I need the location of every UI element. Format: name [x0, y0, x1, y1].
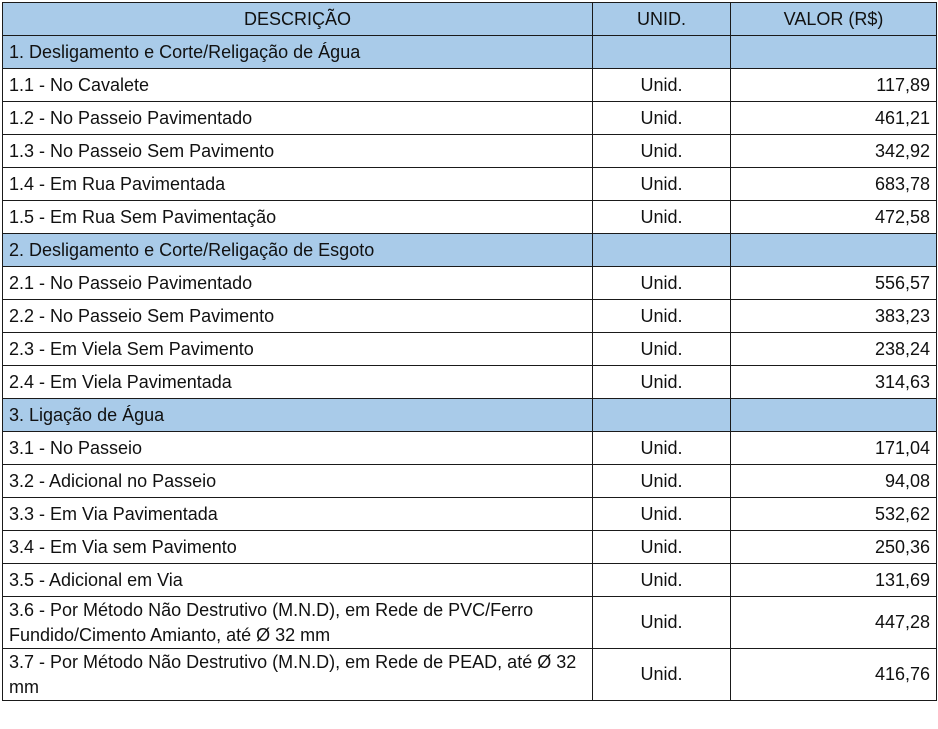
item-description: 3.3 - Em Via Pavimentada [3, 498, 593, 531]
item-unit: Unid. [593, 432, 731, 465]
item-unit: Unid. [593, 498, 731, 531]
item-value: 532,62 [731, 498, 937, 531]
item-value: 314,63 [731, 366, 937, 399]
table-body [3, 36, 937, 701]
item-value: 461,21 [731, 102, 937, 135]
item-value: 683,78 [731, 168, 937, 201]
item-unit: Unid. [593, 465, 731, 498]
item-description: 2.3 - Em Viela Sem Pavimento [3, 333, 593, 366]
header-row [3, 3, 937, 36]
table-row [3, 69, 937, 102]
item-unit: Unid. [593, 135, 731, 168]
section-row [3, 399, 937, 432]
item-description: 2.2 - No Passeio Sem Pavimento [3, 300, 593, 333]
section-row [3, 234, 937, 267]
item-unit: Unid. [593, 168, 731, 201]
section-row [3, 36, 937, 69]
item-unit: Unid. [593, 69, 731, 102]
section-unit-cell [593, 399, 731, 432]
table-row [3, 465, 937, 498]
table-row [3, 366, 937, 399]
table-row [3, 432, 937, 465]
header-unit: UNID. [593, 3, 731, 36]
item-description: 3.7 - Por Método Não Destrutivo (M.N.D), em Rede de PEAD, até Ø 32 mm [3, 649, 593, 701]
item-value: 94,08 [731, 465, 937, 498]
item-unit: Unid. [593, 102, 731, 135]
section-title: 3. Ligação de Água [3, 399, 593, 432]
item-value: 472,58 [731, 201, 937, 234]
item-description: 2.4 - Em Viela Pavimentada [3, 366, 593, 399]
item-description: 3.6 - Por Método Não Destrutivo (M.N.D), em Rede de PVC/Ferro Fundido/Cimento Amianto, até Ø 32 mm [3, 597, 593, 649]
item-description: 1.1 - No Cavalete [3, 69, 593, 102]
table-row [3, 135, 937, 168]
item-unit: Unid. [593, 267, 731, 300]
item-description: 1.4 - Em Rua Pavimentada [3, 168, 593, 201]
table-row [3, 333, 937, 366]
price-table [2, 2, 937, 701]
section-value-cell [731, 36, 937, 69]
item-description: 3.5 - Adicional em Via [3, 564, 593, 597]
item-value: 447,28 [731, 597, 937, 649]
item-unit: Unid. [593, 333, 731, 366]
table-row [3, 201, 937, 234]
item-unit: Unid. [593, 300, 731, 333]
table-row [3, 564, 937, 597]
item-unit: Unid. [593, 649, 731, 701]
item-value: 383,23 [731, 300, 937, 333]
header-description: DESCRIÇÃO [3, 3, 593, 36]
table-row [3, 597, 937, 649]
section-value-cell [731, 399, 937, 432]
table-row [3, 649, 937, 701]
item-value: 171,04 [731, 432, 937, 465]
item-description: 3.2 - Adicional no Passeio [3, 465, 593, 498]
item-value: 117,89 [731, 69, 937, 102]
item-description: 3.1 - No Passeio [3, 432, 593, 465]
item-value: 250,36 [731, 531, 937, 564]
item-value: 556,57 [731, 267, 937, 300]
item-unit: Unid. [593, 201, 731, 234]
item-value: 416,76 [731, 649, 937, 701]
section-title: 1. Desligamento e Corte/Religação de Água [3, 36, 593, 69]
item-unit: Unid. [593, 597, 731, 649]
header-value: VALOR (R$) [731, 3, 937, 36]
table-row [3, 498, 937, 531]
table-row [3, 531, 937, 564]
table-row [3, 300, 937, 333]
section-unit-cell [593, 36, 731, 69]
table-row [3, 267, 937, 300]
section-value-cell [731, 234, 937, 267]
item-value: 131,69 [731, 564, 937, 597]
item-description: 1.2 - No Passeio Pavimentado [3, 102, 593, 135]
item-value: 238,24 [731, 333, 937, 366]
item-description: 1.5 - Em Rua Sem Pavimentação [3, 201, 593, 234]
table-row [3, 168, 937, 201]
item-description: 2.1 - No Passeio Pavimentado [3, 267, 593, 300]
item-unit: Unid. [593, 366, 731, 399]
section-title: 2. Desligamento e Corte/Religação de Esgoto [3, 234, 593, 267]
section-unit-cell [593, 234, 731, 267]
item-description: 1.3 - No Passeio Sem Pavimento [3, 135, 593, 168]
item-unit: Unid. [593, 531, 731, 564]
item-value: 342,92 [731, 135, 937, 168]
table-row [3, 102, 937, 135]
item-description: 3.4 - Em Via sem Pavimento [3, 531, 593, 564]
item-unit: Unid. [593, 564, 731, 597]
